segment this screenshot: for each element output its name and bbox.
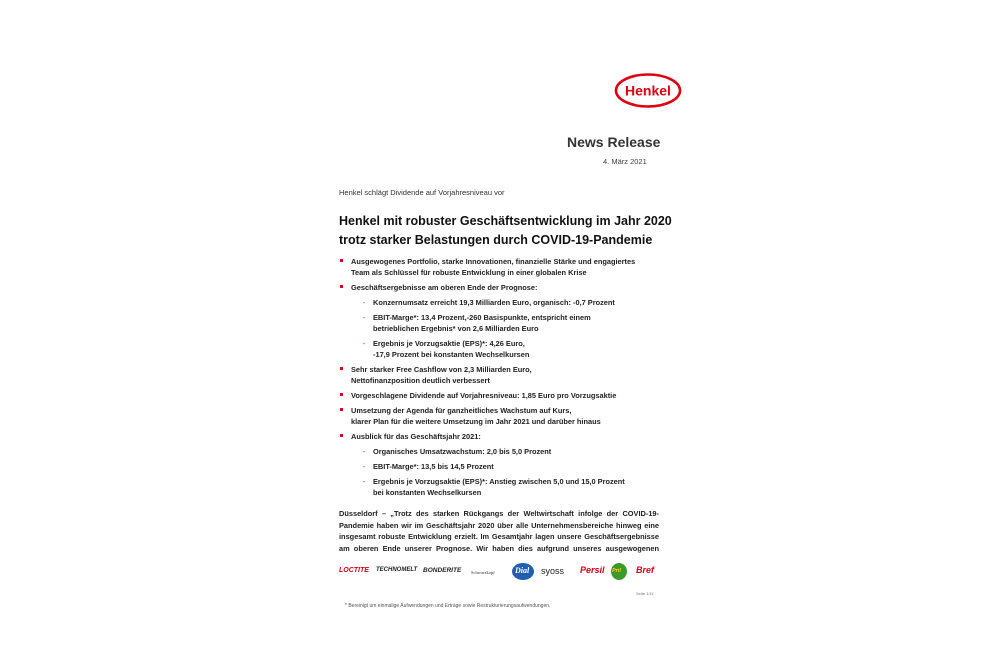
headline-line: Henkel mit robuster Geschäftsentwicklung im Jahr 2020 <box>339 214 672 228</box>
bullet-text: Sehr starker Free Cashflow von 2,3 Milliarden Euro, <box>351 365 532 374</box>
sub-bullet-text: Organisches Umsatzwachstum: 2,0 bis 5,0 Prozent <box>373 447 552 456</box>
dash-marker: - <box>363 298 366 307</box>
sub-bullet-item <box>339 461 669 472</box>
pril-logo <box>611 563 627 580</box>
bullet-text: Nettofinanzposition deutlich verbessert <box>351 376 490 385</box>
dial-logo-text: Dial <box>515 566 530 575</box>
paragraph-line: insgesamt robuste Entwicklung erzielt. Im Gesamtjahr lagen unsere Geschäftsergebnisse <box>339 532 659 541</box>
bullet-marker <box>340 285 343 288</box>
bullet-text: Vorgeschlagene Dividende auf Vorjahresniveau: 1,85 Euro pro Vorzugsaktie <box>351 391 617 400</box>
technomelt-logo: TECHNOMELT <box>376 567 418 573</box>
dash-marker: - <box>363 313 366 322</box>
sub-bullet-item <box>339 312 669 334</box>
key-points-list <box>339 256 669 502</box>
subheadline: Henkel schlägt Dividende auf Vorjahresniveau vor <box>339 188 505 197</box>
bullet-marker <box>340 393 343 396</box>
bonderite-logo: BONDERITE <box>423 567 462 574</box>
bullet-marker <box>340 408 343 411</box>
schwarzkopf-logo: Schwarzkopf <box>471 570 495 575</box>
loctite-logo: LOCTITE <box>339 567 369 574</box>
dash-marker: - <box>363 339 366 348</box>
bullet-text: Ausblick für das Geschäftsjahr 2021: <box>351 432 481 441</box>
sub-bullet-text: Ergebnis je Vorzugsaktie (EPS)*: 4,26 Euro, <box>373 339 525 348</box>
bullet-text: Team als Schlüssel für robuste Entwicklung in einer globalen Krise <box>351 268 587 277</box>
bullet-text: Geschäftsergebnisse am oberen Ende der Prognose: <box>351 283 538 292</box>
bullet-marker <box>340 434 343 437</box>
bullet-item <box>339 431 669 498</box>
bullet-item <box>339 405 669 427</box>
paragraph-line: Pandemie haben wir im Geschäftsjahr 2020 über alle Unternehmensbereiche hinweg eine <box>339 520 659 530</box>
pril-logo-text: Pril <box>612 568 621 574</box>
sub-bullet-text: EBIT-Marge*: 13,5 bis 14,5 Prozent <box>373 462 494 471</box>
sub-bullet-text: betrieblichen Ergebnis* von 2,6 Milliarden Euro <box>373 324 539 333</box>
bullet-item <box>339 282 669 360</box>
bullet-item <box>339 364 669 386</box>
paragraph-line: Düsseldorf – „Trotz des starken Rückgangs der Weltwirtschaft infolge der COVID-19- <box>339 509 659 518</box>
syoss-logo: syoss <box>541 566 565 576</box>
dash-marker: - <box>363 477 366 486</box>
bullet-marker <box>340 367 343 370</box>
bullet-marker <box>340 259 343 262</box>
bref-logo: Bref <box>636 565 655 575</box>
brand-logo-strip <box>339 562 669 584</box>
sub-bullet-text: bei konstanten Wechselkursen <box>373 488 482 497</box>
release-title: News Release <box>567 134 661 150</box>
release-date: 4. März 2021 <box>603 157 647 166</box>
bullet-item <box>339 256 669 278</box>
dash-marker: - <box>363 462 366 471</box>
henkel-logo <box>614 73 682 108</box>
sub-bullet-text: Ergebnis je Vorzugsaktie (EPS)*: Anstieg zwischen 5,0 und 15,0 Prozent <box>373 477 625 486</box>
sub-bullet-text: -17,9 Prozent bei konstanten Wechselkursen <box>373 350 530 359</box>
sub-bullet-item <box>339 297 669 308</box>
headline <box>339 212 672 250</box>
body-paragraph <box>339 508 659 554</box>
bullet-text: klarer Plan für die weitere Umsetzung im Jahr 2021 und darüber hinaus <box>351 417 601 426</box>
sub-bullet-item <box>339 446 669 457</box>
headline-line: trotz starker Belastungen durch COVID-19-Pandemie <box>339 233 653 247</box>
sub-bullet-text: Konzernumsatz erreicht 19,3 Milliarden Euro, organisch: -0,7 Prozent <box>373 298 615 307</box>
sub-bullet-item <box>339 476 669 498</box>
logo-text: Henkel <box>625 82 671 99</box>
bullet-text: Ausgewogenes Portfolio, starke Innovationen, finanzielle Stärke und engagiertes <box>351 257 636 266</box>
paragraph-line: am oberen Ende unserer Prognose. Wir haben dies aufgrund unseres ausgewogenen <box>339 543 659 553</box>
bullet-text: Umsetzung der Agenda für ganzheitliches Wachstum auf Kurs, <box>351 406 572 415</box>
persil-logo: Persil <box>580 565 605 575</box>
dash-marker: - <box>363 447 366 456</box>
footnote: * Bereinigt um einmalige Aufwendungen und Erträge sowie Restrukturierungsaufwendungen. <box>345 603 551 609</box>
bullet-item <box>339 390 669 401</box>
sub-bullet-text: EBIT-Marge*: 13,4 Prozent,-260 Basispunkte, entspricht einem <box>373 313 591 322</box>
sub-bullet-item <box>339 338 669 360</box>
page-number: Seite 1/11 <box>636 591 654 596</box>
dial-logo <box>512 563 534 580</box>
